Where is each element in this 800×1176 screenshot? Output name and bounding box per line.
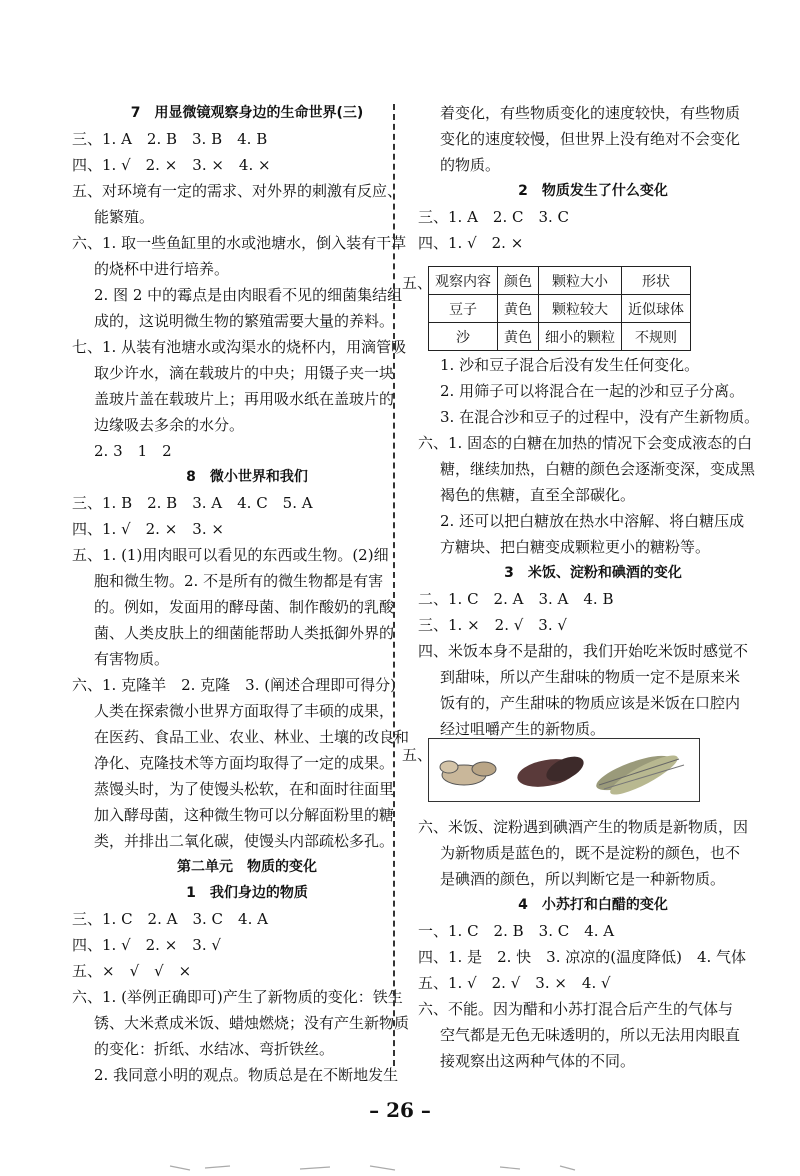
answer-line: 四、1. 是 2. 快 3. 凉凉的(温度降低) 4. 气体: [418, 948, 747, 966]
table-cell: 黄色: [498, 323, 539, 351]
answer-line: 褐色的焦糖，直至全部碳化。: [440, 486, 636, 504]
answer-line: 空气都是无色无味透明的，所以无法用肉眼直: [440, 1026, 741, 1044]
answer-line: 三、1. × 2. √ 3. √: [418, 616, 567, 634]
answer-line: 六、米饭、淀粉遇到碘酒产生的物质是新物质，因: [418, 818, 749, 836]
right-column-bottom: [418, 814, 768, 1074]
answer-line: 四、1. √ 2. × 3. √: [72, 936, 221, 954]
section-heading: 4 小苏打和白醋的变化: [518, 897, 668, 913]
answer-line: 在医药、食品工业、农业、林业、土壤的改良和: [94, 728, 410, 746]
answer-line: 三、1. A 2. C 3. C: [418, 208, 570, 226]
answer-line: 五、对环境有一定的需求、对外界的刺激有反应、: [72, 182, 403, 200]
answer-line: 经过咀嚼产生的新物质。: [440, 720, 606, 738]
table-cell: 沙: [429, 323, 498, 351]
answer-line: 到甜味，所以产生甜味的物质一定不是原来米: [440, 668, 741, 686]
section-heading: 第二单元 物质的变化: [177, 859, 317, 875]
answer-line: 菌、人类皮肤上的细菌能帮助人类抵御外界的: [94, 624, 395, 642]
section-heading: 1 我们身边的物质: [186, 885, 308, 901]
answer-line: 人类在探索微小世界方面取得了丰硕的成果，: [94, 702, 395, 720]
table-cell: 不规则: [622, 323, 691, 351]
table-cell: 近似球体: [622, 295, 691, 323]
table-row: [429, 267, 691, 295]
table-header-cell: 形状: [622, 267, 691, 295]
section-heading: 7 用显微镜观察身边的生命世界(三): [130, 105, 364, 121]
answer-line: 二、1. C 2. A 3. A 4. B: [418, 590, 614, 608]
bottom-edge-marks: [0, 1154, 800, 1176]
column-divider: [393, 104, 395, 1066]
right-column-top: [418, 100, 768, 256]
answer-line: 成的，这说明微生物的繁殖需要大量的养料。: [94, 312, 395, 330]
answer-line: 五、1. √ 2. √ 3. × 4. √: [418, 974, 611, 992]
answer-line: 为新物质是蓝色的，既不是淀粉的颜色，也不: [440, 844, 741, 862]
answer-line: 的变化：折纸、水结冰、弯折铁丝。: [94, 1040, 335, 1058]
answer-line: 的。例如，发面用的酵母菌、制作酸奶的乳酸: [94, 598, 395, 616]
answer-line: 四、1. √ 2. × 3. × 4. ×: [72, 156, 271, 174]
answer-line: 六、1. 取一些鱼缸里的水或池塘水，倒入装有干草: [72, 234, 407, 252]
answer-line: 2. 3 1 2: [94, 442, 172, 460]
answer-line: 四、1. √ 2. ×: [418, 234, 524, 252]
answer-line: 是碘酒的颜色，所以判断它是一种新物质。: [440, 870, 726, 888]
answer-line: 边缘吸去多余的水分。: [94, 416, 245, 434]
answer-line: 的物质。: [440, 156, 501, 174]
sweet-potato-image-icon: [515, 751, 587, 791]
answer-line: 三、1. A 2. B 3. B 4. B: [72, 130, 268, 148]
answer-line: 2. 还可以把白糖放在热水中溶解、将白糖压成: [440, 512, 745, 530]
observation-table: [428, 266, 691, 351]
section-heading: 3 米饭、淀粉和碘酒的变化: [504, 565, 682, 581]
answer-line: 三、1. C 2. A 3. C 4. A: [72, 910, 268, 928]
answer-line: 一、1. C 2. B 3. C 4. A: [418, 922, 615, 940]
page-number: – 26 –: [369, 1098, 431, 1122]
picture-label: 五、: [402, 746, 433, 764]
answer-line: 类，并排出二氧化碳，使馒头内部疏松多孔。: [94, 832, 395, 850]
answer-line: 3. 在混合沙和豆子的过程中，没有产生新物质。: [440, 408, 760, 426]
answer-line: 变化的速度较慢，但世界上没有绝对不会变化: [440, 130, 741, 148]
answer-line: 加入酵母菌，这种微生物可以分解面粉里的糖: [94, 806, 395, 824]
answer-line: 六、不能。因为醋和小苏打混合后产生的气体与: [418, 1000, 734, 1018]
answer-line: 六、1. 固态的白糖在加热的情况下会变成液态的白: [418, 434, 753, 452]
table-header-cell: 颗粒大小: [539, 267, 622, 295]
corn-image-icon: [593, 749, 684, 801]
answer-line: 五、× √ √ ×: [72, 962, 192, 980]
answer-line: 六、1. (举例正确即可)产生了新物质的变化：铁生: [72, 988, 403, 1006]
left-column: [72, 100, 422, 1088]
answer-line: 六、1. 克隆羊 2. 克隆 3. (阐述合理即可得分): [72, 676, 396, 694]
answer-line: 蒸馒头时，为了使馒头松软，在和面时往面里: [94, 780, 395, 798]
answer-line: 四、1. √ 2. × 3. ×: [72, 520, 224, 538]
table-cell: 豆子: [429, 295, 498, 323]
answer-line: 方糖块、把白糖变成颗粒更小的糖粉等。: [440, 538, 711, 556]
table-cell: 黄色: [498, 295, 539, 323]
answer-line: 2. 用筛子可以将混合在一起的沙和豆子分离。: [440, 382, 745, 400]
answer-line: 三、1. B 2. B 3. A 4. C 5. A: [72, 494, 313, 512]
table-header-cell: 观察内容: [429, 267, 498, 295]
table-row: [429, 323, 691, 351]
answer-line: 2. 我同意小明的观点。物质总是在不断地发生: [94, 1066, 399, 1084]
table-cell: 颗粒较大: [539, 295, 622, 323]
answer-line: 五、1. (1)用肉眼可以看见的东西或生物。(2)细: [72, 546, 389, 564]
answer-line: 取少许水，滴在载玻片的中央；用镊子夹一块: [94, 364, 395, 382]
answer-line: 锈、大米煮成米饭、蜡烛燃烧；没有产生新物质: [94, 1014, 410, 1032]
answer-line: 糖，继续加热，白糖的颜色会逐渐变深，变成黑: [440, 460, 756, 478]
table-header-cell: 颜色: [498, 267, 539, 295]
section-heading: 2 物质发生了什么变化: [518, 183, 668, 199]
answer-line: 2. 图 2 中的霉点是由肉眼看不见的细菌集结组: [94, 286, 403, 304]
answer-line: 盖玻片盖在载玻片上；再用吸水纸在盖玻片的: [94, 390, 395, 408]
table-label: 五、: [402, 274, 433, 292]
answer-line: 净化、克隆技术等方面均取得了一定的成果。: [94, 754, 395, 772]
food-images-box: [428, 738, 700, 802]
section-heading: 8 微小世界和我们: [186, 469, 308, 485]
answer-line: 七、1. 从装有池塘水或沟渠水的烧杯内，用滴管吸: [72, 338, 407, 356]
food-images: [429, 739, 699, 801]
answer-line: 1. 沙和豆子混合后没有发生任何变化。: [440, 356, 700, 374]
taro-image-icon: [440, 761, 496, 785]
answer-line: 饭有的，产生甜味的物质应该是米饭在口腔内: [440, 694, 741, 712]
answer-line: 胞和微生物。2. 不是所有的微生物都是有害: [94, 572, 384, 590]
right-column-middle: [418, 352, 768, 742]
answer-line: 能繁殖。: [94, 208, 155, 226]
answer-line: 着变化，有些物质变化的速度较快，有些物质: [440, 104, 741, 122]
answer-line: 有害物质。: [94, 650, 170, 668]
answer-line: 四、米饭本身不是甜的，我们开始吃米饭时感觉不: [418, 642, 749, 660]
table-row: [429, 295, 691, 323]
answer-line: 的烧杯中进行培养。: [94, 260, 230, 278]
answer-line: 接观察出这两种气体的不同。: [440, 1052, 636, 1070]
table-cell: 细小的颗粒: [539, 323, 622, 351]
